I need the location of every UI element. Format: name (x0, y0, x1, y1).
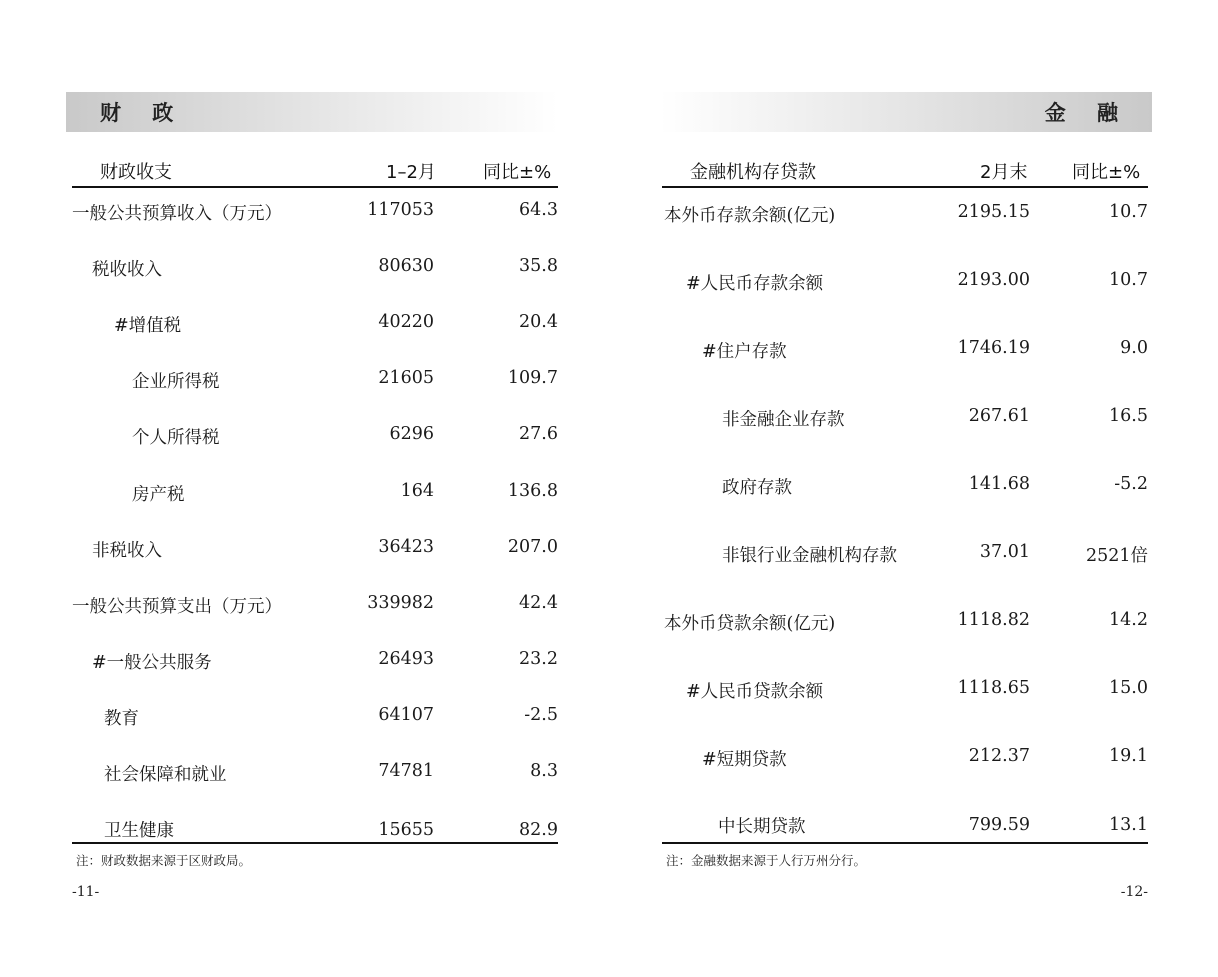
row-yoy: 10.7 (1109, 202, 1148, 222)
row-label: 非金融企业存款 (722, 410, 845, 430)
row-value: 1118.65 (957, 678, 1030, 698)
row-value: 339982 (367, 593, 434, 613)
row-label: 一般公共预算支出（万元） (72, 597, 282, 617)
row-value: 2195.15 (957, 202, 1030, 222)
row-label: 本外币贷款余额(亿元) (664, 614, 836, 634)
row-yoy: 9.0 (1120, 338, 1148, 358)
row-value: 117053 (367, 200, 434, 220)
row-label: 税收收入 (92, 260, 162, 280)
row-yoy: -2.5 (524, 705, 558, 725)
row-label: 非银行业金融机构存款 (722, 546, 897, 566)
row-label: 卫生健康 (104, 821, 174, 841)
row-value: 36423 (378, 537, 434, 557)
row-value: 267.61 (968, 406, 1030, 426)
table-bottom-rule (72, 842, 558, 844)
row-yoy: 207.0 (507, 537, 558, 557)
row-yoy: 13.1 (1109, 815, 1148, 835)
row-yoy: 109.7 (507, 368, 558, 388)
row-label: 社会保障和就业 (104, 765, 227, 785)
finance-page (660, 0, 1152, 977)
row-label: 教育 (104, 709, 139, 729)
row-yoy: 64.3 (519, 200, 558, 220)
finance-header-period: 2月末 (980, 162, 1028, 183)
fiscal-section-title: 财 政 (66, 92, 558, 132)
fiscal-header-yoy: 同比±% (483, 162, 552, 183)
row-value: 6296 (389, 424, 434, 444)
row-value: 74781 (378, 761, 434, 781)
row-label: 企业所得税 (132, 372, 220, 392)
finance-table-header (662, 156, 1148, 188)
row-value: 1118.82 (957, 610, 1030, 630)
row-value: 212.37 (968, 746, 1030, 766)
row-label: #一般公共服务 (92, 653, 212, 673)
row-label: 非税收入 (92, 541, 162, 561)
row-value: 2193.00 (957, 270, 1030, 290)
row-label: #人民币贷款余额 (686, 682, 824, 702)
fiscal-note: 注：财政数据来源于区财政局。 (76, 853, 252, 868)
row-value: 15655 (378, 820, 434, 840)
row-yoy: 82.9 (519, 820, 558, 840)
row-yoy: -5.2 (1114, 474, 1148, 494)
row-value: 141.68 (968, 474, 1030, 494)
row-value: 64107 (378, 705, 434, 725)
finance-note: 注：金融数据来源于人行万州分行。 (666, 853, 867, 868)
page-number-right: -12- (1120, 884, 1148, 900)
row-value: 1746.19 (957, 338, 1030, 358)
row-yoy: 16.5 (1109, 406, 1148, 426)
fiscal-table-header (72, 156, 558, 188)
fiscal-page (66, 0, 558, 977)
row-value: 21605 (378, 368, 434, 388)
row-label: 中长期贷款 (718, 817, 806, 837)
finance-header-item: 金融机构存贷款 (690, 162, 816, 183)
row-yoy: 23.2 (519, 649, 558, 669)
row-label: 政府存款 (722, 478, 792, 498)
row-value: 799.59 (968, 815, 1030, 835)
row-label: 一般公共预算收入（万元） (72, 204, 282, 224)
row-yoy: 136.8 (507, 481, 558, 501)
row-value: 26493 (378, 649, 434, 669)
row-label: #短期贷款 (702, 750, 787, 770)
row-label: #住户存款 (702, 342, 787, 362)
row-label: #增值税 (114, 316, 182, 336)
row-yoy: 14.2 (1109, 610, 1148, 630)
fiscal-header-item: 财政收支 (100, 162, 172, 183)
table-bottom-rule (662, 842, 1148, 844)
finance-header-yoy: 同比±% (1072, 162, 1141, 183)
row-label: #人民币存款余额 (686, 274, 824, 294)
row-yoy: 35.8 (519, 256, 558, 276)
row-yoy: 8.3 (530, 761, 558, 781)
row-label: 房产税 (132, 485, 185, 505)
fiscal-header-period: 1–2月 (386, 162, 436, 183)
row-yoy: 10.7 (1109, 270, 1148, 290)
row-yoy: 2521倍 (1085, 546, 1148, 566)
row-yoy: 15.0 (1109, 678, 1148, 698)
row-value: 40220 (378, 312, 434, 332)
row-yoy: 27.6 (519, 424, 558, 444)
row-value: 164 (400, 481, 434, 501)
row-yoy: 19.1 (1109, 746, 1148, 766)
row-yoy: 42.4 (519, 593, 558, 613)
row-label: 个人所得税 (132, 428, 220, 448)
row-value: 37.01 (979, 542, 1030, 562)
page-number-left: -11- (72, 884, 100, 900)
finance-section-title: 金 融 (660, 92, 1152, 132)
row-yoy: 20.4 (519, 312, 558, 332)
row-value: 80630 (378, 256, 434, 276)
row-label: 本外币存款余额(亿元) (664, 206, 836, 226)
